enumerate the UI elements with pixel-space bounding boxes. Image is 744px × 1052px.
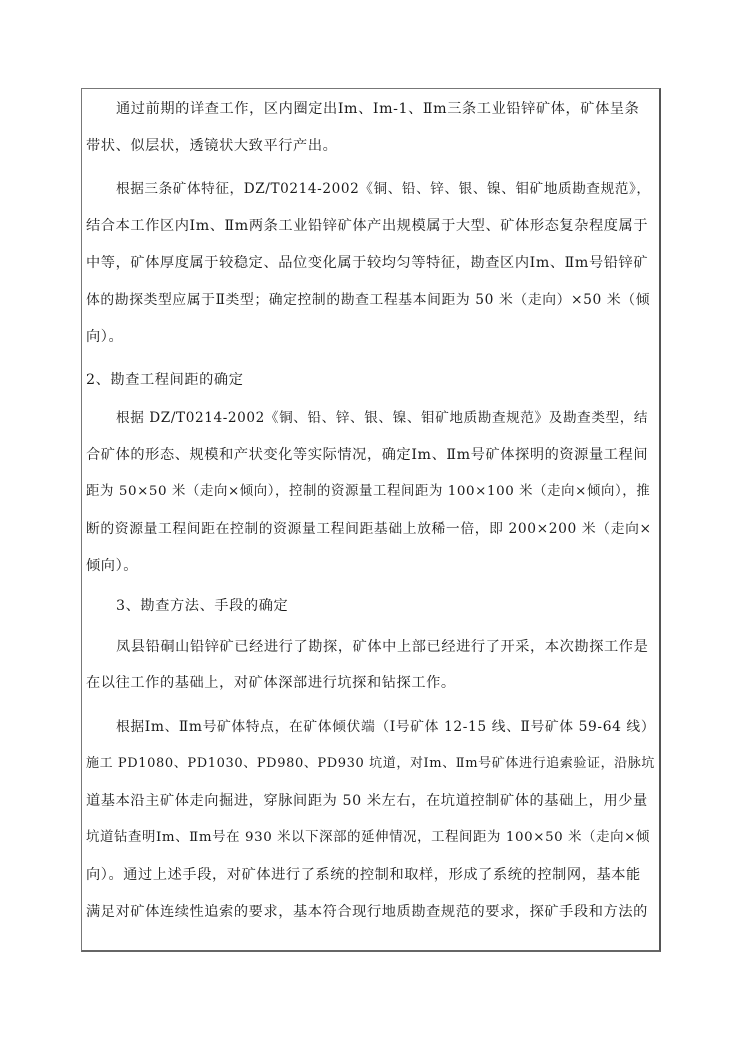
- text-line: 距为 50×50 米（走向×倾向），控制的资源量工程间距为 100×100 米（走向×倾向），推: [86, 484, 651, 499]
- text-line: 凤县铅硐山铅锌矿已经进行了勘探，矿体中上部已经进行了开采，本次勘探工作是: [116, 639, 649, 655]
- text-line: 根据三条矿体特征，DZ/T0214-2002《铜、铅、锌、银、镍、钼矿地质勘查规范》，: [116, 181, 651, 197]
- text-line: 体的勘探类型应属于Ⅱ类型；确定控制的勘查工程基本间距为 50 米（走向）×50 米（倾: [86, 292, 651, 308]
- text-line: 施工 PD1080、PD1030、PD980、PD930 坑道，对Ⅰm、Ⅱm号矿体进行追索验证，沿脉坑: [86, 756, 655, 771]
- text-line: 根据Ⅰm、Ⅱm号矿体特点，在矿体倾伏端（Ⅰ号矿体 12-15 线、Ⅱ号矿体 59-64 线）: [116, 719, 656, 735]
- text-line: 中等，矿体厚度属于较稳定、品位变化属于较均匀等特征，勘查区内Ⅰm、Ⅱm号铅锌矿: [86, 255, 649, 271]
- text-line: 在以往工作的基础上，对矿体深部进行坑探和钻探工作。: [86, 675, 456, 691]
- text-line: 满足对矿体连续性追索的要求，基本符合现行地质勘查规范的要求，探矿手段和方法的: [86, 904, 648, 920]
- text-line: 3、勘查方法、手段的确定: [116, 598, 289, 614]
- text-line: 向）。通过上述手段，对矿体进行了系统的控制和取样，形成了系统的控制网，基本能: [86, 867, 641, 883]
- text-line: 通过前期的详查工作，区内圈定出Ⅰm、Ⅰm-1、Ⅱm三条工业铅锌矿体，矿体呈条: [116, 101, 640, 117]
- text-line: 结合本工作区内Ⅰm、Ⅱm两条工业铅锌矿体产出规模属于大型、矿体形态复杂程度属于: [86, 218, 649, 234]
- text-line: 带状、似层状，透镜状大致平行产出。: [86, 138, 338, 154]
- text-line: 坑道钻查明Ⅰm、Ⅱm号在 930 米以下深部的延伸情况，工程间距为 100×50 米（走向×倾: [86, 830, 650, 845]
- text-line: 倾向）。: [86, 558, 139, 574]
- text-line: 根据 DZ/T0214-2002《铜、铅、锌、银、镍、钼矿地质勘查规范》及勘查类型，结: [116, 410, 649, 426]
- text-line: 向）。: [86, 329, 124, 345]
- text-line: 道基本沿主矿体走向掘进，穿脉间距为 50 米左右，在坑道控制矿体的基础上，用少量: [86, 793, 648, 809]
- text-line: 断的资源量工程间距在控制的资源量工程间距基础上放稀一倍，即 200×200 米（走向×: [86, 521, 652, 537]
- text-line: 合矿体的形态、规模和产状变化等实际情况，确定Ⅰm、Ⅱm号矿体探明的资源量工程间: [86, 447, 649, 463]
- text-line: 2、勘查工程间距的确定: [86, 372, 244, 388]
